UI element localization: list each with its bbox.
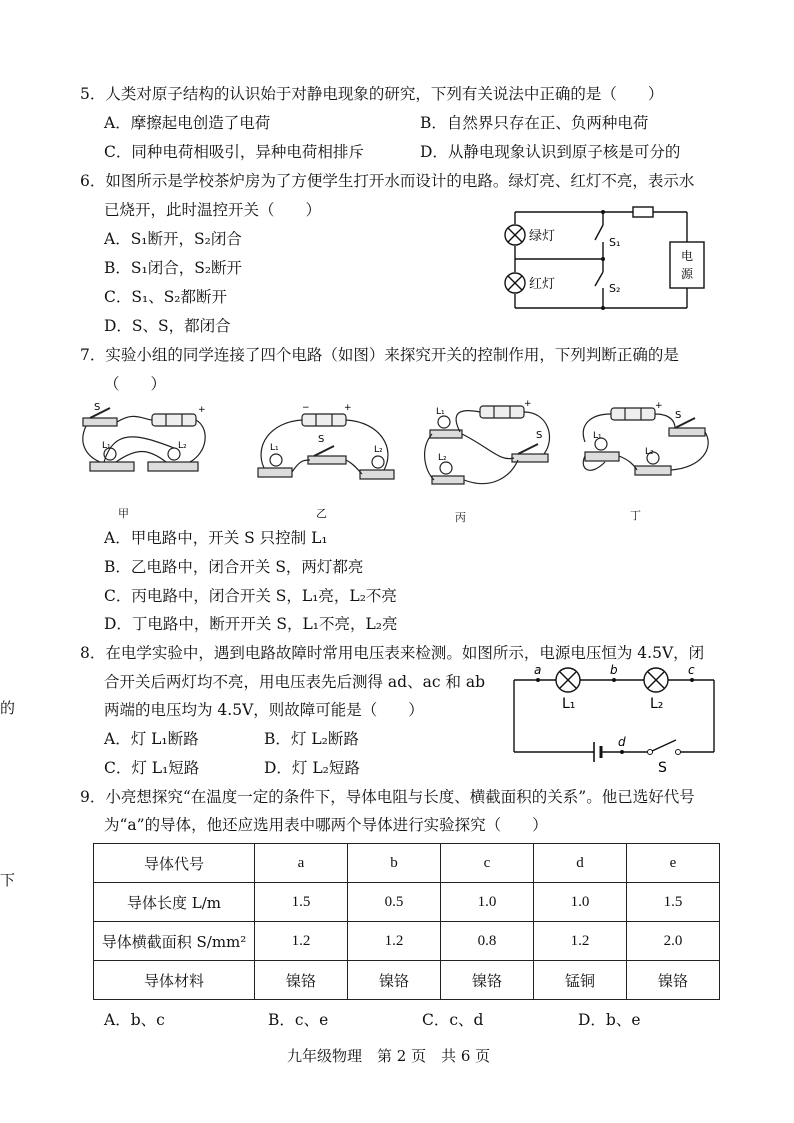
q5-stem: 5．人类对原子结构的认识始于对静电现象的研究，下列有关说法中正确的是（ ） <box>80 85 664 103</box>
table-cell: 1.2 <box>255 922 348 961</box>
table-cell: 镍铬 <box>627 961 720 1000</box>
q6-circuit-diagram <box>495 200 715 320</box>
table-cell: 镍铬 <box>255 961 348 1000</box>
q7-ding-l1-label: L₁ <box>593 431 602 441</box>
q7-stem: 7．实验小组的同学连接了四个电路（如图）来探究开关的控制作用，下列判断正确的是 <box>80 346 679 364</box>
table-header-cell: 导体代号 <box>94 844 255 883</box>
q6-fig-power-2: 源 <box>681 267 694 281</box>
q7-label-yi: 乙 <box>316 507 327 520</box>
table-cell: 镍铬 <box>441 961 534 1000</box>
q6-option-c: C．S₁、S₂都断开 <box>104 288 228 306</box>
q7-jia-l2-label: L₂ <box>178 441 187 451</box>
q6-option-b: B．S₁闭合，S₂断开 <box>104 259 243 277</box>
q7-ding-l2-label: L₂ <box>645 447 654 457</box>
q9-stem-line1: 9．小亮想探究“在温度一定的条件下，导体电阻与长度、横截面积的关系”。他已选好代号 <box>80 788 695 806</box>
table-cell: 0.8 <box>441 922 534 961</box>
page-footer: 九年级物理 第 2 页 共 6 页 <box>287 1047 491 1065</box>
table-cell: 2.0 <box>627 922 720 961</box>
table-cell: 1.0 <box>441 883 534 922</box>
table-row <box>94 883 720 922</box>
q9-option-a: A．b、c <box>104 1011 165 1029</box>
q7-option-d: D．丁电路中，断开开关 S，L₁不亮，L₂亮 <box>104 615 398 633</box>
q5-option-b: B．自然界只存在正、负两种电荷 <box>420 114 649 132</box>
table-row <box>94 961 720 1000</box>
q9-stem-line2: 为“a”的导体，他还应选用表中哪两个导体进行实验探究（ ） <box>104 816 548 834</box>
q6-stem-line2: 已烧开，此时温控开关（ ） <box>104 201 322 219</box>
table-cell: 1.5 <box>627 883 720 922</box>
q6-fig-power-1: 电 <box>681 249 694 263</box>
q8-stem-line1: 8．在电学实验中，遇到电路故障时常用电压表来检测。如图所示，电源电压恒为 4.5V，闭 <box>80 644 705 662</box>
q6-stem-line1: 6．如图所示是学校茶炉房为了方便学生打开水而设计的电路。绿灯亮、红灯不亮，表示水 <box>80 172 695 190</box>
q7-yi-s-label: S <box>318 434 325 445</box>
q6-option-d: D．S、S，都闭合 <box>104 317 231 335</box>
table-cell: 1.2 <box>348 922 441 961</box>
q8-fig-point-a: a <box>534 663 542 677</box>
q8-option-c: C．灯 L₁短路 <box>104 759 200 777</box>
q7-ding-s-label: S <box>675 410 682 421</box>
q7-bing-l2-label: L₂ <box>438 453 447 463</box>
q8-fig-l2: L₂ <box>650 696 664 712</box>
table-header-cell: 导体材料 <box>94 961 255 1000</box>
q7-jia-s-label: S <box>94 402 101 413</box>
q9-option-c: C．c、d <box>422 1011 484 1029</box>
q7-jia-plus: + <box>198 405 206 415</box>
q7-blank: （ ） <box>104 375 167 393</box>
table-cell: e <box>627 844 720 883</box>
q7-bing-plus: + <box>524 399 532 409</box>
q8-fig-s: S <box>658 760 667 776</box>
q7-yi-minus: − <box>302 403 310 413</box>
q7-yi-plus: + <box>344 403 352 413</box>
q5-option-d: D．从静电现象认识到原子核是可分的 <box>420 143 681 161</box>
q7-bing-s-label: S <box>536 430 543 441</box>
q7-option-b: B．乙电路中，闭合开关 S，两灯都亮 <box>104 558 364 576</box>
q9-option-b: B．c、e <box>268 1011 329 1029</box>
table-cell: a <box>255 844 348 883</box>
q5-option-c: C．同种电荷相吸引，异种电荷相排斥 <box>104 143 364 161</box>
q8-option-d: D．灯 L₂短路 <box>264 759 360 777</box>
q9-conductor-table <box>93 843 720 1000</box>
table-cell: 1.5 <box>255 883 348 922</box>
table-cell: 1.0 <box>534 883 627 922</box>
q7-circuit-yi <box>250 398 400 490</box>
q7-ding-plus: + <box>655 401 663 411</box>
q8-fig-point-c: c <box>688 663 695 677</box>
q7-circuit-ding <box>575 398 715 490</box>
table-cell: c <box>441 844 534 883</box>
table-cell: d <box>534 844 627 883</box>
table-cell: 镍铬 <box>348 961 441 1000</box>
q7-option-c: C．丙电路中，闭合开关 S，L₁亮，L₂不亮 <box>104 587 397 605</box>
q6-fig-green-lamp: 绿灯 <box>529 229 556 244</box>
q6-fig-s2: S₂ <box>609 282 621 295</box>
q7-bing-l1-label: L₁ <box>436 407 445 417</box>
q7-circuit-jia <box>78 398 218 490</box>
q8-fig-point-b: b <box>610 663 618 677</box>
margin-char-2: 下 <box>0 871 16 889</box>
margin-char-1: 的 <box>0 699 16 717</box>
q7-circuit-bing <box>420 398 560 498</box>
q6-fig-red-lamp: 红灯 <box>529 277 556 292</box>
q8-option-b: B．灯 L₂断路 <box>264 730 359 748</box>
table-row <box>94 922 720 961</box>
table-cell: b <box>348 844 441 883</box>
table-cell: 锰铜 <box>534 961 627 1000</box>
table-header-cell: 导体长度 L/m <box>94 883 255 922</box>
q7-jia-l1-label: L₁ <box>102 441 111 451</box>
table-row <box>94 844 720 883</box>
q7-label-ding: 丁 <box>630 509 641 522</box>
q7-yi-l1-label: L₁ <box>270 443 279 453</box>
q8-circuit-diagram <box>508 662 720 776</box>
q8-fig-l1: L₁ <box>562 696 576 712</box>
table-cell: 1.2 <box>534 922 627 961</box>
q8-fig-point-d: d <box>618 735 626 749</box>
table-cell: 0.5 <box>348 883 441 922</box>
q9-option-d: D．b、e <box>578 1011 641 1029</box>
q7-option-a: A．甲电路中，开关 S 只控制 L₁ <box>104 529 328 547</box>
q5-option-a: A．摩擦起电创造了电荷 <box>104 114 271 132</box>
q8-option-a: A．灯 L₁断路 <box>104 730 199 748</box>
q7-yi-l2-label: L₂ <box>374 445 383 455</box>
q6-option-a: A．S₁断开，S₂闭合 <box>104 230 242 248</box>
q7-label-jia: 甲 <box>118 507 129 520</box>
q8-stem-line2: 合开关后两灯均不亮，用电压表先后测得 ad、ac 和 ab <box>104 673 486 691</box>
table-header-cell: 导体横截面积 S/mm² <box>94 922 255 961</box>
q7-label-bing: 丙 <box>455 511 466 524</box>
q8-stem-line3: 两端的电压均为 4.5V，则故障可能是（ ） <box>104 701 424 719</box>
q6-fig-s1: S₁ <box>609 236 621 249</box>
